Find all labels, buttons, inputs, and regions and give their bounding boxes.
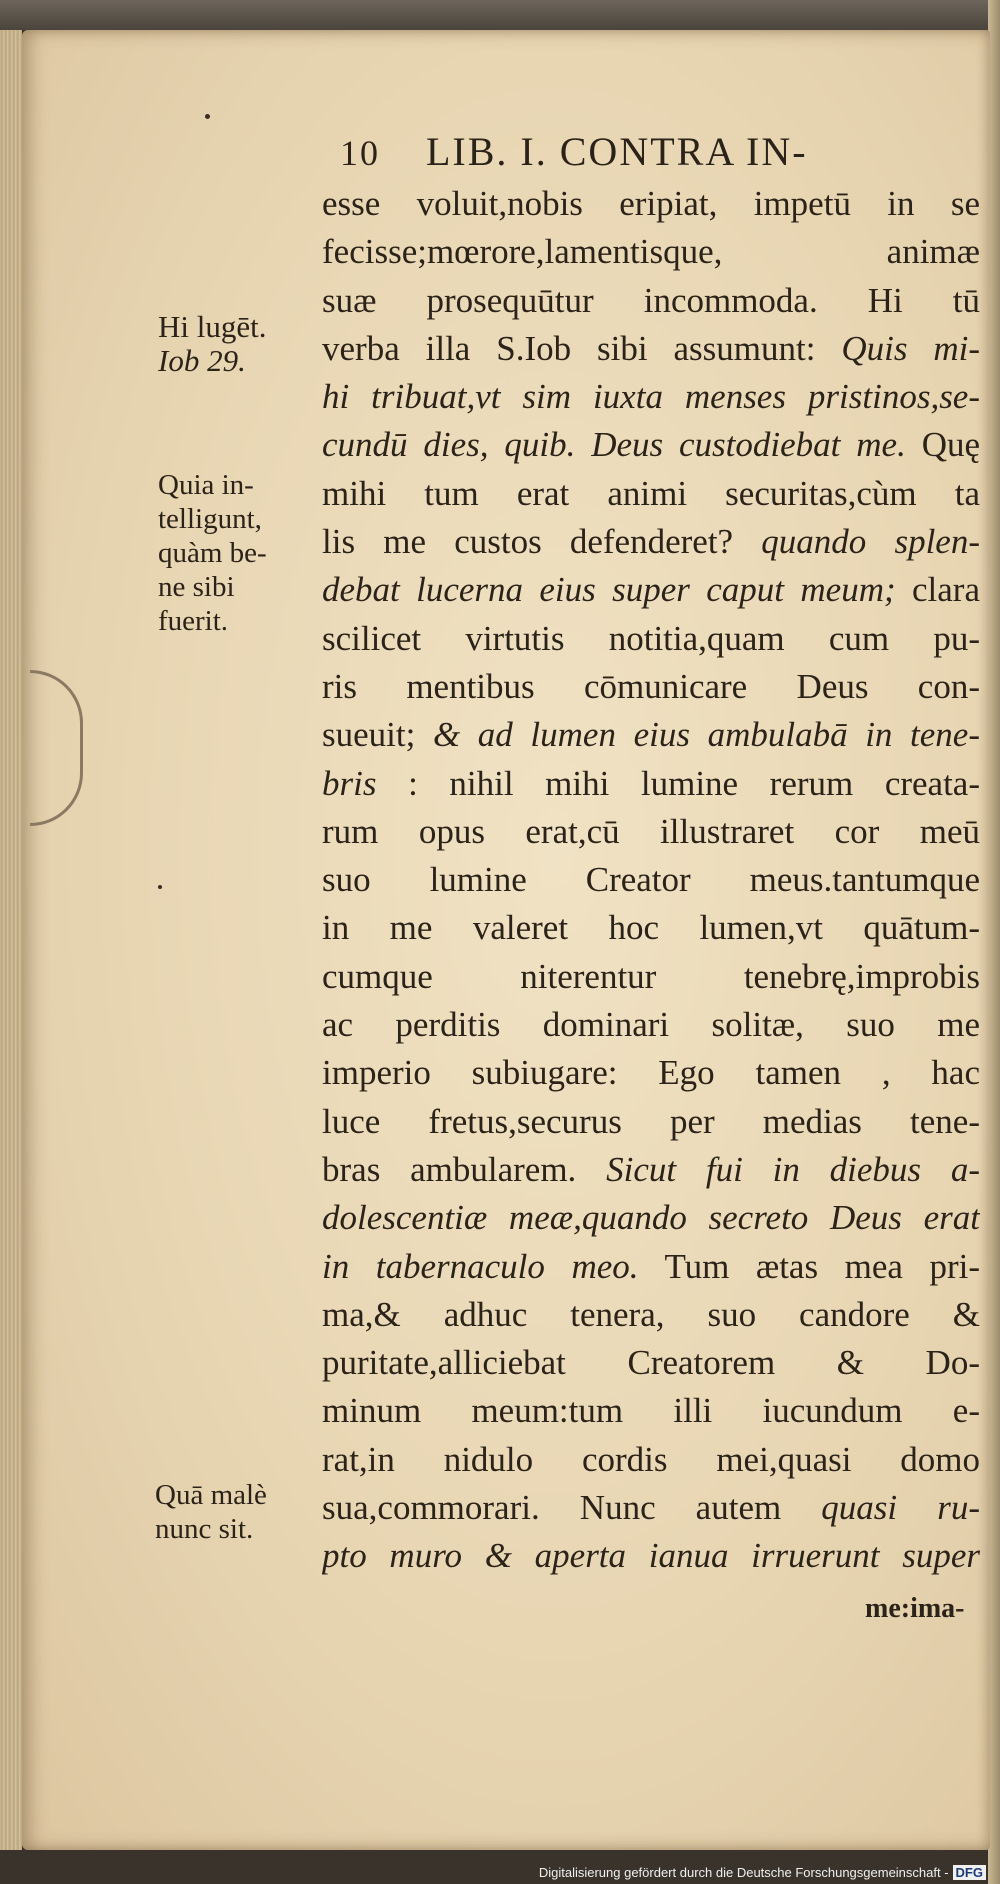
text-roman: Quę [921, 425, 980, 465]
text-italic: hi tribuat,vt sim iuxta menses pristinos,se- [322, 377, 980, 417]
margin-note-line: Quā malè [155, 1479, 267, 1511]
text-roman: ma,& adhuc tenera, suo candore & [322, 1294, 980, 1334]
text-roman: rat,in nidulo cordis mei,quasi domo [322, 1439, 980, 1479]
text-line [322, 1339, 980, 1387]
margin-note-line: Hi lugēt. [158, 309, 267, 344]
margin-note-line: ne sibi [158, 571, 235, 603]
text-line [322, 1001, 980, 1049]
text-line [322, 904, 980, 952]
text-line [322, 180, 980, 228]
text-line [322, 1194, 980, 1242]
main-text-block [322, 180, 980, 1581]
text-roman: ac perditis dominari solitæ, suo me [322, 1005, 980, 1045]
text-line [322, 808, 980, 856]
margin-note-line: Iob 29. [158, 343, 246, 378]
text-roman: minum meum:tum illi iucundum e- [322, 1391, 980, 1431]
text-line [322, 760, 980, 808]
page-number: 10 [340, 133, 380, 173]
text-line [322, 1387, 980, 1435]
text-roman: scilicet virtutis notitia,quam cum pu- [322, 618, 980, 658]
text-line [322, 1291, 980, 1339]
page-clip [30, 670, 83, 826]
ink-speck [205, 114, 210, 119]
text-line [322, 615, 980, 663]
text-line [322, 1098, 980, 1146]
ink-speck [158, 885, 162, 889]
running-header [340, 128, 808, 175]
text-line [322, 470, 980, 518]
dfg-logo: DFG [953, 1865, 986, 1880]
text-italic: quasi ru- [821, 1488, 980, 1528]
text-roman: fecisse;mœrore,lamentisque, animæ [322, 232, 980, 272]
text-roman: ris mentibus cōmunicare Deus con- [322, 666, 980, 706]
text-roman: suæ prosequūtur incommoda. Hi tū [322, 280, 980, 320]
text-roman: lis me custos defenderet? [322, 522, 734, 562]
text-roman: mihi tum erat animi securitas,cùm ta [322, 473, 980, 513]
text-roman: sueuit; [322, 715, 416, 755]
text-line [322, 228, 980, 276]
text-line [322, 518, 980, 566]
text-roman: sua,commorari. Nunc autem [322, 1488, 782, 1528]
text-roman: verba illa S.Iob sibi assumunt: [322, 328, 816, 368]
text-roman: suo lumine Creator meus.tantumque [322, 860, 980, 900]
margin-note-line: fuerit. [158, 605, 229, 637]
margin-note-line: telligunt, [158, 503, 262, 535]
margin-note-line: quàm be- [158, 537, 267, 569]
text-roman: puritate,alliciebat Creatorem & Do- [322, 1343, 980, 1383]
text-italic: Quis mi- [841, 328, 980, 368]
text-italic: & ad lumen eius ambulabā in tene- [432, 715, 980, 755]
text-roman: bras ambularem. [322, 1149, 577, 1189]
text-roman: in me valeret hoc lumen,vt quātum- [322, 908, 980, 948]
running-title: LIB. I. CONTRA IN- [426, 129, 808, 174]
text-italic: quando splen- [761, 522, 980, 562]
text-line [322, 953, 980, 1001]
text-roman: esse voluit,nobis eripiat, impetū in se [322, 184, 980, 223]
text-line [322, 663, 980, 711]
credit-text: Digitalisierung gefördert durch die Deutsche Forschungsgemeinschaft - [538, 1865, 949, 1880]
text-italic: bris [322, 763, 377, 803]
text-line [322, 277, 980, 325]
margin-note-line: Quia in- [158, 469, 254, 501]
text-italic: debat lucerna eius super caput meum; [322, 570, 896, 610]
text-roman: Tum ætas mea pri- [664, 1246, 980, 1286]
text-roman: : nihil mihi lumine rerum creata- [408, 763, 980, 803]
margin-note-1 [158, 310, 267, 378]
text-line [322, 1436, 980, 1484]
text-line [322, 421, 980, 469]
margin-note-3 [155, 1478, 267, 1546]
text-line [322, 566, 980, 614]
digitization-credit [539, 1865, 986, 1880]
text-line [322, 1049, 980, 1097]
text-roman: imperio subiugare: Ego tamen , hac [322, 1053, 980, 1093]
text-line [322, 1146, 980, 1194]
text-line [322, 373, 980, 421]
scan-top-border [0, 0, 1000, 30]
text-roman: clara [912, 570, 980, 610]
text-line [322, 1484, 980, 1532]
margin-note-2 [158, 468, 267, 638]
text-line [322, 1532, 980, 1580]
text-roman: cumque niterentur tenebrę,improbis [322, 956, 980, 996]
text-italic: dolescentiæ meæ,quando secreto Deus erat [322, 1198, 980, 1238]
page-gutter [0, 30, 22, 1850]
text-italic: Sicut fui in diebus a- [606, 1149, 980, 1189]
text-italic: pto muro & aperta ianua irruerunt super [322, 1536, 980, 1576]
text-roman: luce fretus,securus per medias tene- [322, 1101, 980, 1141]
text-italic: in tabernaculo meo. [322, 1246, 639, 1286]
text-line [322, 711, 980, 759]
text-italic: cundū dies, quib. Deus custodiebat me. [322, 425, 906, 465]
text-roman: rum opus erat,cū illustraret cor meū [322, 811, 980, 851]
catchword: me:ima- [865, 1593, 965, 1624]
text-line [322, 1243, 980, 1291]
text-line [322, 856, 980, 904]
margin-note-line: nunc sit. [155, 1513, 254, 1545]
text-line [322, 325, 980, 373]
